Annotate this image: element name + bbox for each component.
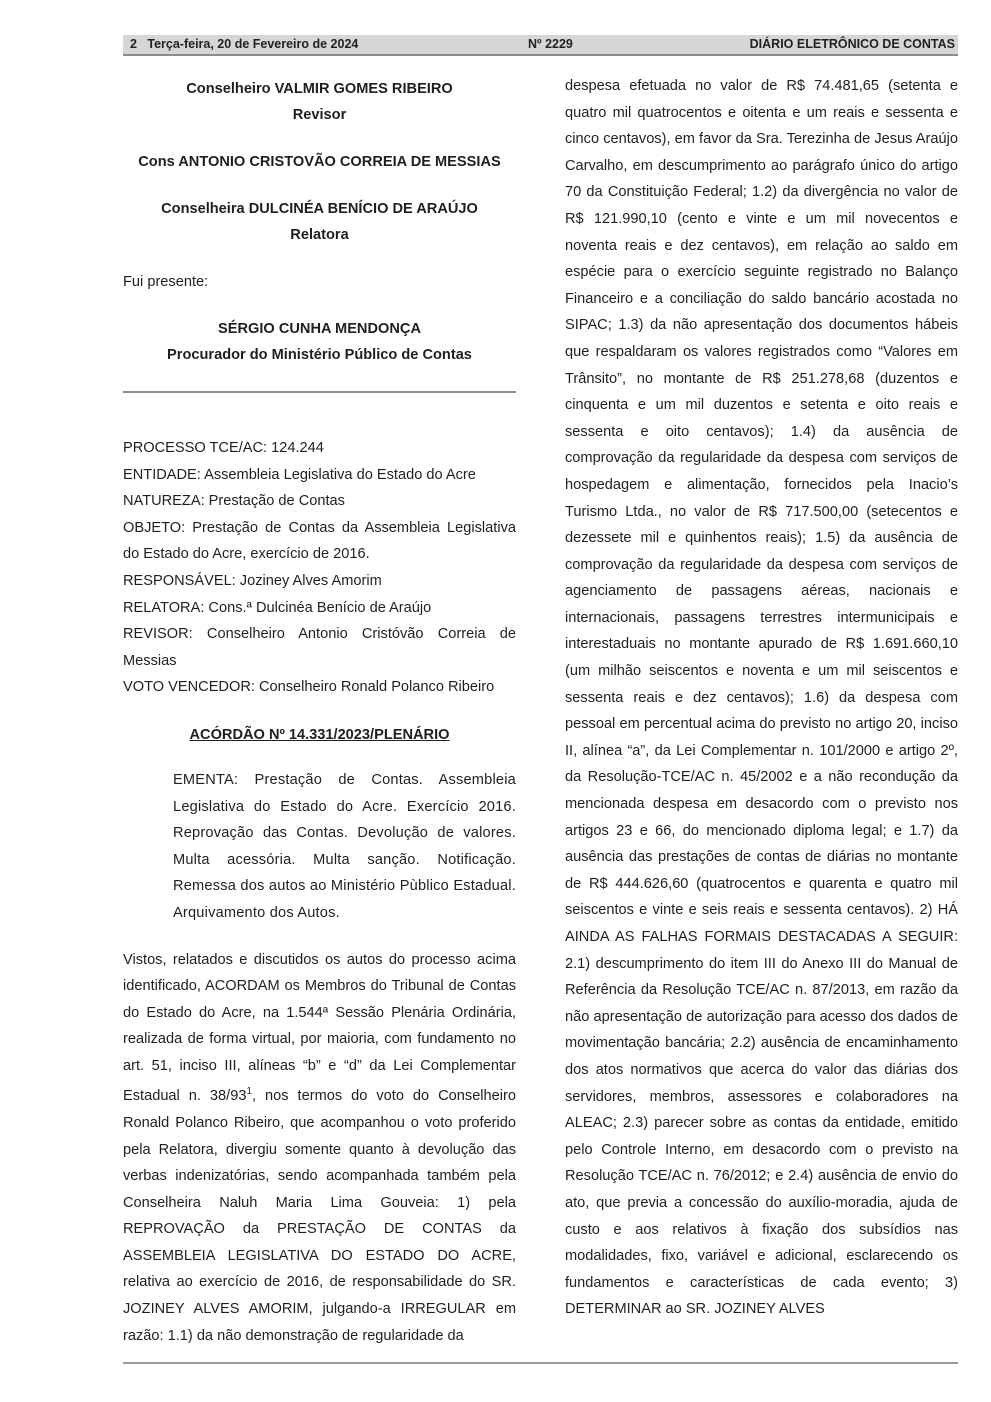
entidade-line: ENTIDADE: Assembleia Legislativa do Estado do Acre — [123, 466, 476, 483]
procurador-name: SÉRGIO CUNHA MENDONÇA — [218, 321, 421, 337]
page-header — [123, 35, 958, 56]
footer-divider — [123, 1362, 958, 1364]
cons-name: Cons ANTONIO CRISTOVÃO CORREIA DE MESSIAS — [138, 154, 501, 170]
acordao-title: ACÓRDÃO Nº 14.331/2023/PLENÁRIO — [189, 726, 450, 743]
body-part-1: Vistos, relatados e discutidos os autos do processo acima identificado, ACORDAM os Membros do Tribunal de Contas do Estado do Acre, na 1.544ª Sessão Plenária Ordinária, realizada de forma virtual, por maioria, com fundamento no art. 51, inciso III, alíneas “b” e “d” da Lei Complementar Estadual n. 38/93 — [123, 951, 516, 1105]
objeto-line: OBJETO: Prestação de Contas da Assembleia Legislativa do Estado do Acre, exercício de 2016. — [123, 519, 516, 563]
signature-block — [123, 76, 516, 368]
relatora-line: RELATORA: Cons.ª Dulcinéa Benício de Araújo — [123, 599, 432, 616]
footnote-mark[interactable]: 1 — [246, 1086, 253, 1098]
voto-vencedor-line: VOTO VENCEDOR: Conselheiro Ronald Polanco Ribeiro — [123, 679, 495, 696]
revisor-line: REVISOR: Conselheiro Antonio Cristóvão Correia de Messias — [123, 626, 516, 669]
revisor-name: Conselheiro VALMIR GOMES RIBEIRO — [186, 81, 453, 97]
natureza-line: NATUREZA: Prestação de Contas — [123, 493, 345, 510]
process-info — [123, 435, 516, 701]
body-part-2: , nos termos do voto do Conselheiro Ronald Polanco Ribeiro, que acompanhou o voto proferido pela Relatora, divergiu somente quanto à devolução das verbas indenizatórias, sendo acompanhada também pela Conselheira Naluh Maria Lima Gouveia: 1) pela REPROVAÇÃO da PRESTAÇÃO DE CONTAS da ASSEMBLEIA LEGISLATIVA DO ESTADO DO ACRE, relativa ao exercício de 2016, de responsabilidade do SR. JOZINEY ALVES AMORIM, julgando-a IRREGULAR em razão: 1.1) da não demonstração de regularidade da — [123, 1088, 516, 1344]
body-continuation: despesa efetuada no valor de R$ 74.481,65 (setenta e quatro mil quatrocentos e oitenta e um reais e sessenta e cinco centavos), em favor da Sra. Terezinha de Jesus Araújo Carvalho, em descumprimento ao parágrafo único do artigo 70 da Constituição Federal; 1.2) da divergência no valor de R$ 121.990,10 (cento e vinte e um mil novecentos e noventa reais e dez centavos), em relação ao saldo em espécie para o exercício seguinte registrado no Balanço Financeiro e a conciliação do saldo bancário acostada no SIPAC; 1.3) da não apresentação dos documentos hábeis que respaldaram os valores registrados como “Valores em Trânsito”, no montante de R$ 251.278,68 (duzentos e cinquenta e um mil duzentos e setenta e oito reais e sessenta e oito centavos); 1.4) da ausência de comprovação da regularidade da despesa com serviços de hospedagem e alimentação, fornecidos pela Inacio’s Turismo Ltda., no valor de R$ 717.500,00 (setecentos e dezessete mil e quinhentos reais); 1.5) da ausência de comprovação da regularidade da despesa com serviços de agenciamento de passagens aéreas, nacionais e internacionais, passagens terrestres intermunicipais e interestaduais no montante apurado de R$ 1.691.660,10 (um milhão seiscentos e noventa e um mil seiscentos e sessenta reais e dez centavos); 1.6) da despesa com pessoal em percentual acima do previsto no artigo 20, inciso II, alínea “a”, da Lei Complementar n. 101/2000 e artigo 2º, da Resolução-TCE/AC n. 45/2002 e a não recondução da mencionada despesa em desacordo com o previsto nos artigos 23 e 66, do mencionado diploma legal; e 1.7) da ausência das prestações de contas de diárias no montante de R$ 444.626,60 (quatrocentos e quarenta e quatro mil seiscentos e vinte e seis reais e sessenta centavos). 2) HÁ AINDA AS FALHAS FORMAIS DESTACADAS A SEGUIR: 2.1) descumprimento do item III do Anexo III do Manual de Referência da Resolução TCE/AC n. 87/2013, em razão da não apresentação de autorização para acesso dos dados de movimentação bancária; 2.2) ausência de encaminhamento dos atos normativos que acerca do valor das diárias dos servidores, membros, assessores e colaboradores na ALEAC; 2.3) parecer sobre as contas da entidade, emitido pelo Controle Interno, em desacordo com o previsto na Resolução TCE/AC n. 76/2012; e 2.4) ausência de envio do ato, que previa a concessão do auxílio-moradia, ajuda de custo e aos relativos à fixação dos subsídios nas modalidades, fixo, variável e adicional, esclarecendo os fundamentos e características de cada evento; 3) DETERMINAR ao SR. JOZINEY ALVES — [565, 78, 958, 1318]
left-column — [123, 76, 516, 1349]
header-journal-name: DIÁRIO ELETRÔNICO DE CONTAS — [749, 37, 955, 51]
responsavel-line: RESPONSÁVEL: Joziney Alves Amorim — [123, 572, 382, 589]
right-column — [565, 73, 958, 1323]
relatora-role: Relatora — [290, 227, 349, 243]
revisor-role: Revisor — [292, 107, 347, 123]
relatora-name: Conselheira DULCINÉA BENÍCIO DE ARAÚJO — [161, 201, 478, 217]
body-paragraph — [123, 947, 516, 1350]
procurador-role: Procurador do Ministério Público de Contas — [167, 347, 472, 363]
header-issue-number: Nº 2229 — [528, 37, 573, 51]
present-label: Fui presente: — [123, 274, 209, 290]
section-divider — [123, 391, 516, 393]
processo-line: PROCESSO TCE/AC: 124.244 — [123, 440, 324, 456]
ementa: EMENTA: Prestação de Contas. Assembleia Legislativa do Estado do Acre. Exercício 2016. Reprovação das Contas. Devolução de valores. Multa acessória. Multa sanção. Notificação. Remessa dos autos ao Ministério Pùblico Estadual. Arquivamento dos Autos. — [173, 771, 516, 921]
header-page-date: 2 Terça-feira, 20 de Fevereiro de 2024 — [130, 37, 359, 51]
